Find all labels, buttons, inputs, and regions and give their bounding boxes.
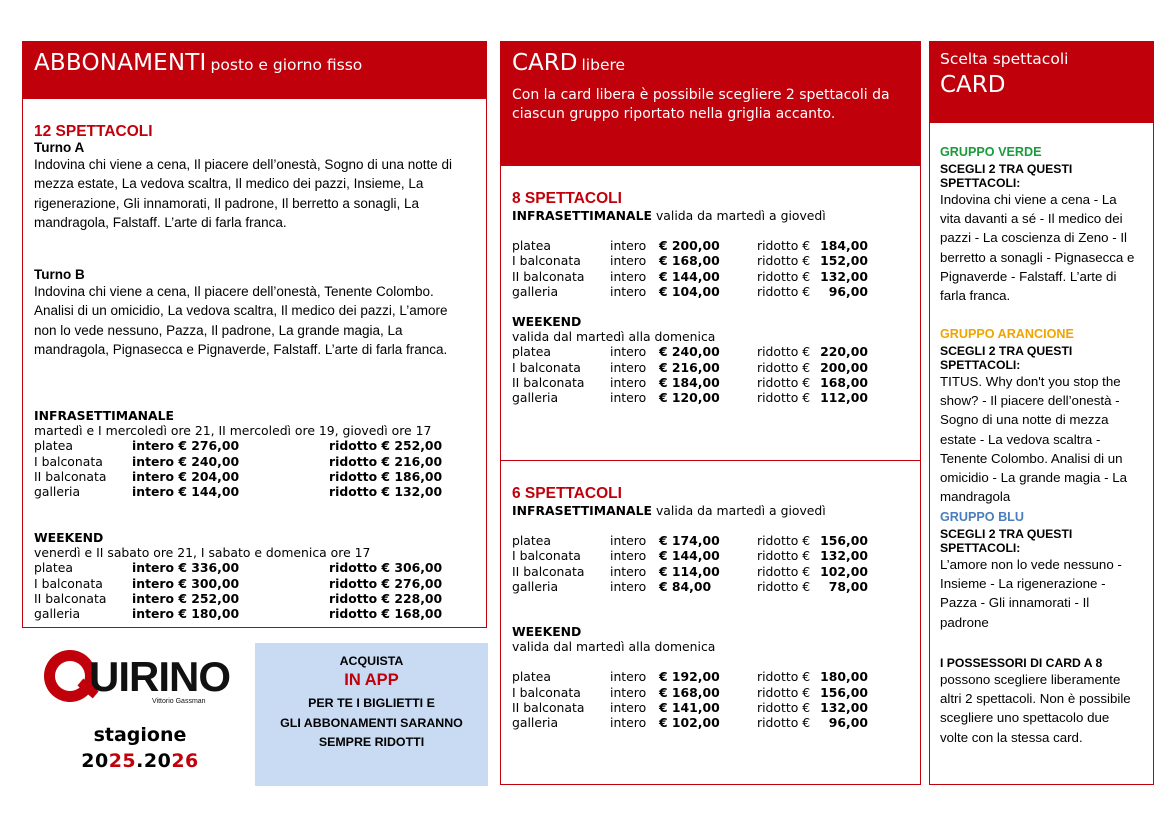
year-part: 26 — [171, 750, 199, 772]
gruppo-blu-label: GRUPPO BLU — [940, 510, 1024, 524]
abbonamenti-subtitle: posto e giorno fisso — [210, 56, 363, 74]
full-label: intero — [610, 699, 647, 715]
turno-b-line: Indovina chi viene a cena, Il piacere dell’onestà, Tenente Colombo. — [34, 284, 434, 299]
season-years — [40, 750, 240, 772]
sector-name: I balconata — [34, 575, 103, 591]
reduced-price: ridotto € 228,00 — [329, 590, 443, 606]
possessori-label: I POSSESSORI DI CARD A 8 — [940, 656, 1103, 670]
full-label: intero — [610, 374, 647, 390]
card-6-section — [512, 485, 912, 730]
scelta-title-big: CARD — [940, 72, 1006, 98]
show-line: mandragola — [940, 489, 1011, 505]
price-row — [512, 344, 912, 359]
gruppo-verde-choose: SCEGLI 2 TRA QUESTI SPETTACOLI: — [940, 162, 1073, 190]
reduced-price: ridotto € 276,00 — [329, 575, 443, 591]
reduced-label: ridotto € — [757, 359, 811, 375]
weekend-days: venerdì e II sabato ore 21, I sabato e domenica ore 17 — [34, 545, 371, 561]
sector-name: II balconata — [512, 374, 585, 390]
full-price: intero € 252,00 — [132, 590, 240, 606]
full-price: € 144,00 — [659, 548, 720, 564]
full-price: intero € 300,00 — [132, 575, 240, 591]
infrasettimanale-days: valida da martedì a giovedì — [655, 503, 826, 518]
promo-line1: ACQUISTA — [339, 654, 404, 668]
sector-name: II balconata — [512, 699, 585, 715]
card-8-section — [512, 190, 912, 405]
gruppo-arancione-shows — [940, 372, 1152, 506]
show-line: vita davanti a sé - Il medico dei — [940, 211, 1123, 227]
sector-name: II balconata — [512, 268, 585, 284]
note-line: possono scegliere liberamente — [940, 672, 1121, 687]
reduced-price: 102,00 — [820, 563, 868, 579]
year-separator: . — [136, 750, 144, 772]
card-panel — [500, 41, 921, 785]
reduced-price: 132,00 — [820, 268, 868, 284]
price-row — [512, 533, 912, 548]
show-line: TITUS. Why don't you stop the — [940, 374, 1121, 389]
gruppo-verde-shows — [940, 190, 1152, 305]
show-line: Sogno di una notte di mezza — [940, 412, 1109, 428]
abbonamenti-header — [23, 42, 486, 99]
price-row — [512, 269, 912, 284]
price-row — [512, 360, 912, 375]
card-header — [501, 42, 920, 166]
full-label: intero — [610, 714, 647, 730]
quirino-logo — [44, 650, 230, 710]
sector-name: platea — [34, 438, 73, 454]
turno-a-shows — [34, 155, 474, 232]
full-price: € 104,00 — [659, 283, 720, 299]
reduced-price: 78,00 — [828, 578, 868, 594]
price-row — [34, 560, 474, 575]
full-label: intero — [610, 344, 647, 360]
full-label: intero — [610, 283, 647, 299]
turno-b-line: mandragola, Pignasecca e Pignaverde, Falstaff. L’arte di farla franca. — [34, 341, 448, 357]
show-line: farla franca. — [940, 288, 1011, 304]
infrasettimanale-days: valida da martedì a giovedì — [655, 208, 826, 223]
abbonamenti-title: ABBONAMENTI — [34, 50, 207, 76]
full-label: intero — [610, 684, 647, 700]
price-row — [512, 700, 912, 715]
reduced-price: ridotto € 168,00 — [329, 605, 443, 621]
card-6-infra-table — [512, 533, 912, 594]
gruppo-blu — [940, 510, 1152, 632]
year-part: 20 — [81, 750, 109, 772]
gruppo-blu-shows — [940, 555, 1152, 632]
full-price: intero € 180,00 — [132, 605, 240, 621]
card-intro: Con la card libera è possibile scegliere 2 spettacoli da ciascun gruppo riportato nella griglia accanto. — [512, 87, 890, 122]
scelta-title-small: Scelta spettacoli — [940, 50, 1069, 68]
sector-name: galleria — [34, 483, 81, 499]
sector-name: II balconata — [34, 468, 107, 484]
reduced-price: 96,00 — [828, 283, 868, 299]
reduced-label: ridotto € — [757, 268, 811, 284]
six-shows-heading: 6 SPETTACOLI — [512, 485, 622, 502]
price-row — [512, 253, 912, 268]
reduced-label: ridotto € — [757, 283, 811, 299]
reduced-price: ridotto € 306,00 — [329, 560, 443, 576]
reduced-label: ridotto € — [757, 253, 811, 269]
show-line: padrone — [940, 614, 989, 630]
card-divider — [501, 460, 920, 461]
possessori-text — [940, 670, 1152, 747]
card-subtitle: libere — [581, 56, 626, 74]
sector-name: platea — [512, 344, 551, 360]
sector-name: platea — [512, 533, 551, 549]
sector-name: galleria — [512, 714, 559, 730]
price-row — [34, 591, 474, 606]
reduced-price: 152,00 — [820, 253, 868, 269]
full-label: intero — [610, 533, 647, 549]
year-part: 25 — [108, 750, 137, 772]
price-row — [34, 454, 474, 469]
weekend-days: valida dal martedì alla domenica — [512, 329, 716, 345]
card-6-weekend-table — [512, 669, 912, 730]
price-row — [34, 606, 474, 621]
reduced-price: 220,00 — [820, 344, 868, 360]
turno-a-line: rigenerazione, Gli innamorati, Il padrone, Il berretto a sonagli, La — [34, 195, 419, 211]
price-row — [512, 238, 912, 253]
reduced-price: 184,00 — [820, 238, 868, 254]
price-row — [512, 284, 912, 299]
show-line: pazzi - La coscienza di Zeno - Il — [940, 230, 1127, 246]
scelta-header — [930, 42, 1153, 123]
note-line: altri 2 spettacoli. Non è possibile — [940, 691, 1131, 707]
turno-b-label: Turno B — [34, 267, 85, 282]
weekend-label: WEEKEND — [512, 623, 582, 639]
sector-name: galleria — [512, 283, 559, 299]
full-price: € 114,00 — [659, 563, 720, 579]
abbonamenti-weekend — [34, 530, 474, 621]
show-line: L’amore non lo vede nessuno - — [940, 557, 1122, 572]
reduced-price: 180,00 — [820, 669, 868, 685]
weekend-label: WEEKEND — [34, 530, 104, 545]
infrasettimanale-days: martedì e I mercoledì ore 21, II mercoledì ore 19, giovedì ore 17 — [34, 423, 432, 439]
reduced-price: 132,00 — [820, 699, 868, 715]
reduced-label: ridotto € — [757, 699, 811, 715]
full-price: € 168,00 — [659, 253, 720, 269]
sector-name: I balconata — [512, 548, 581, 564]
turno-a-line: mandragola, Falstaff. L’arte di farla franca. — [34, 214, 287, 230]
sector-name: platea — [512, 669, 551, 685]
year-part: 20 — [143, 750, 172, 772]
gruppo-verde — [940, 145, 1152, 305]
price-row — [512, 669, 912, 684]
sector-name: I balconata — [512, 684, 581, 700]
reduced-price: 96,00 — [828, 714, 868, 730]
abbonamenti-panel — [22, 41, 487, 628]
price-row — [34, 576, 474, 591]
reduced-price: 156,00 — [820, 533, 868, 549]
show-line: show? - Il piacere dell’onestà - — [940, 393, 1120, 409]
reduced-label: ridotto € — [757, 563, 811, 579]
full-price: intero € 240,00 — [132, 453, 240, 469]
full-price: € 200,00 — [659, 238, 720, 254]
full-price: € 174,00 — [659, 533, 720, 549]
sector-name: galleria — [512, 578, 559, 594]
possessori-note — [940, 656, 1152, 747]
scelta-panel — [929, 41, 1154, 785]
reduced-label: ridotto € — [757, 714, 811, 730]
full-price: € 168,00 — [659, 684, 720, 700]
logo-tagline: Vittorio Gassman — [152, 698, 206, 705]
gruppo-verde-label: GRUPPO VERDE — [940, 145, 1042, 159]
reduced-label: ridotto € — [757, 374, 811, 390]
price-row — [512, 715, 912, 730]
full-label: intero — [610, 268, 647, 284]
reduced-price: ridotto € 132,00 — [329, 483, 443, 499]
full-label: intero — [610, 389, 647, 405]
promo-in-app: IN APP — [344, 671, 399, 689]
full-price: intero € 276,00 — [132, 438, 240, 454]
price-row — [34, 438, 474, 453]
price-row — [512, 375, 912, 390]
full-label: intero — [610, 253, 647, 269]
sector-name: galleria — [34, 605, 81, 621]
price-row — [34, 484, 474, 499]
show-line: berretto a sonagli - Pignasecca e — [940, 249, 1135, 265]
sector-name: I balconata — [512, 253, 581, 269]
reduced-label: ridotto € — [757, 389, 811, 405]
note-line: scegliere uno spettacolo due — [940, 710, 1110, 726]
full-price: € 184,00 — [659, 374, 720, 390]
sector-name: II balconata — [512, 563, 585, 579]
twelve-shows-heading: 12 SPETTACOLI — [34, 123, 153, 140]
sector-name: platea — [34, 560, 73, 576]
promo-line5: SEMPRE RIDOTTI — [318, 735, 425, 749]
turno-b-shows — [34, 282, 474, 359]
price-row — [512, 390, 912, 405]
full-label: intero — [610, 238, 647, 254]
logo-letters: UIRINO — [89, 653, 230, 700]
turno-b — [34, 267, 474, 359]
gruppo-blu-choose: SCEGLI 2 TRA QUESTI SPETTACOLI: — [940, 527, 1073, 555]
turno-a-label: Turno A — [34, 140, 85, 155]
eight-shows-heading: 8 SPETTACOLI — [512, 190, 622, 207]
show-line: Pignaverde - Falstaff. L’arte di — [940, 268, 1117, 284]
abbonamenti-infrasettimanale — [34, 408, 474, 499]
turno-a — [34, 140, 474, 232]
card-8-infra-table — [512, 238, 912, 299]
full-label: intero — [610, 563, 647, 579]
promo-line3: PER TE I BIGLIETTI E — [308, 696, 435, 710]
price-row — [512, 564, 912, 579]
full-label: intero — [610, 669, 647, 685]
price-row — [512, 548, 912, 563]
show-line: Tenente Colombo. Analisi di un — [940, 450, 1123, 466]
sector-name: I balconata — [34, 453, 103, 469]
promo-line4: GLI ABBONAMENTI SARANNO — [280, 715, 463, 730]
reduced-price: 168,00 — [820, 374, 868, 390]
reduced-label: ridotto € — [757, 548, 811, 564]
full-label: intero — [610, 578, 647, 594]
reduced-price: 156,00 — [820, 684, 868, 700]
sector-name: II balconata — [34, 590, 107, 606]
weekend-label: WEEKEND — [512, 313, 582, 329]
reduced-label: ridotto € — [757, 344, 811, 360]
turno-a-line: Indovina chi viene a cena, Il piacere dell’onestà, Sogno di una notte di — [34, 157, 453, 172]
turno-b-line: non lo vede nessuno, Pazza, Il padrone, La grande magia, La — [34, 322, 403, 338]
reduced-label: ridotto € — [757, 238, 811, 254]
reduced-price: ridotto € 186,00 — [329, 468, 443, 484]
sector-name: platea — [512, 238, 551, 254]
show-line: omicidio - La grande magia - La — [940, 470, 1127, 486]
show-line: Pazza - Gli innamorati - Il — [940, 595, 1090, 611]
turno-b-line: Analisi di un omicidio, La vedova scaltra, Il medico dei pazzi, L’amore — [34, 303, 448, 319]
app-promo-box — [255, 643, 488, 786]
full-price: € 102,00 — [659, 714, 720, 730]
reduced-price: ridotto € 216,00 — [329, 453, 443, 469]
full-price: € 192,00 — [659, 669, 720, 685]
reduced-price: 200,00 — [820, 359, 868, 375]
show-line: estate - La vedova scaltra - — [940, 431, 1101, 447]
gruppo-arancione-label: GRUPPO ARANCIONE — [940, 327, 1074, 341]
show-line: Indovina chi viene a cena - La — [940, 192, 1117, 207]
price-row — [512, 685, 912, 700]
reduced-label: ridotto € — [757, 684, 811, 700]
sector-name: I balconata — [512, 359, 581, 375]
season-label: stagione — [93, 724, 187, 746]
full-price: intero € 204,00 — [132, 468, 240, 484]
reduced-label: ridotto € — [757, 578, 811, 594]
gruppo-arancione — [940, 327, 1152, 506]
gruppo-arancione-choose: SCEGLI 2 TRA QUESTI SPETTACOLI: — [940, 344, 1073, 372]
full-price: € 240,00 — [659, 344, 720, 360]
full-label: intero — [610, 359, 647, 375]
reduced-price: ridotto € 252,00 — [329, 438, 443, 454]
show-line: Insieme - La rigenerazione - — [940, 576, 1106, 592]
reduced-price: 132,00 — [820, 548, 868, 564]
full-price: € 120,00 — [659, 389, 720, 405]
turno-a-line: mezza estate, La vedova scaltra, Il medico dei pazzi, Insieme, La — [34, 176, 424, 192]
infrasettimanale-label: INFRASETTIMANALE — [512, 208, 652, 223]
card-8-weekend-table — [512, 344, 912, 405]
full-price: € 216,00 — [659, 359, 720, 375]
card-title: CARD — [512, 50, 578, 76]
price-row — [34, 469, 474, 484]
note-line: volte con la stessa card. — [940, 729, 1083, 745]
full-label: intero — [610, 548, 647, 564]
reduced-label: ridotto € — [757, 533, 811, 549]
reduced-label: ridotto € — [757, 669, 811, 685]
full-price: € 84,00 — [659, 578, 712, 594]
full-price: € 144,00 — [659, 268, 720, 284]
full-price: € 141,00 — [659, 699, 720, 715]
full-price: intero € 144,00 — [132, 483, 240, 499]
full-price: intero € 336,00 — [132, 560, 240, 576]
weekend-days: valida dal martedì alla domenica — [512, 639, 716, 655]
sector-name: galleria — [512, 389, 559, 405]
infrasettimanale-label: INFRASETTIMANALE — [34, 408, 174, 423]
infrasettimanale-label: INFRASETTIMANALE — [512, 503, 652, 518]
price-row — [512, 579, 912, 594]
reduced-price: 112,00 — [820, 389, 868, 405]
